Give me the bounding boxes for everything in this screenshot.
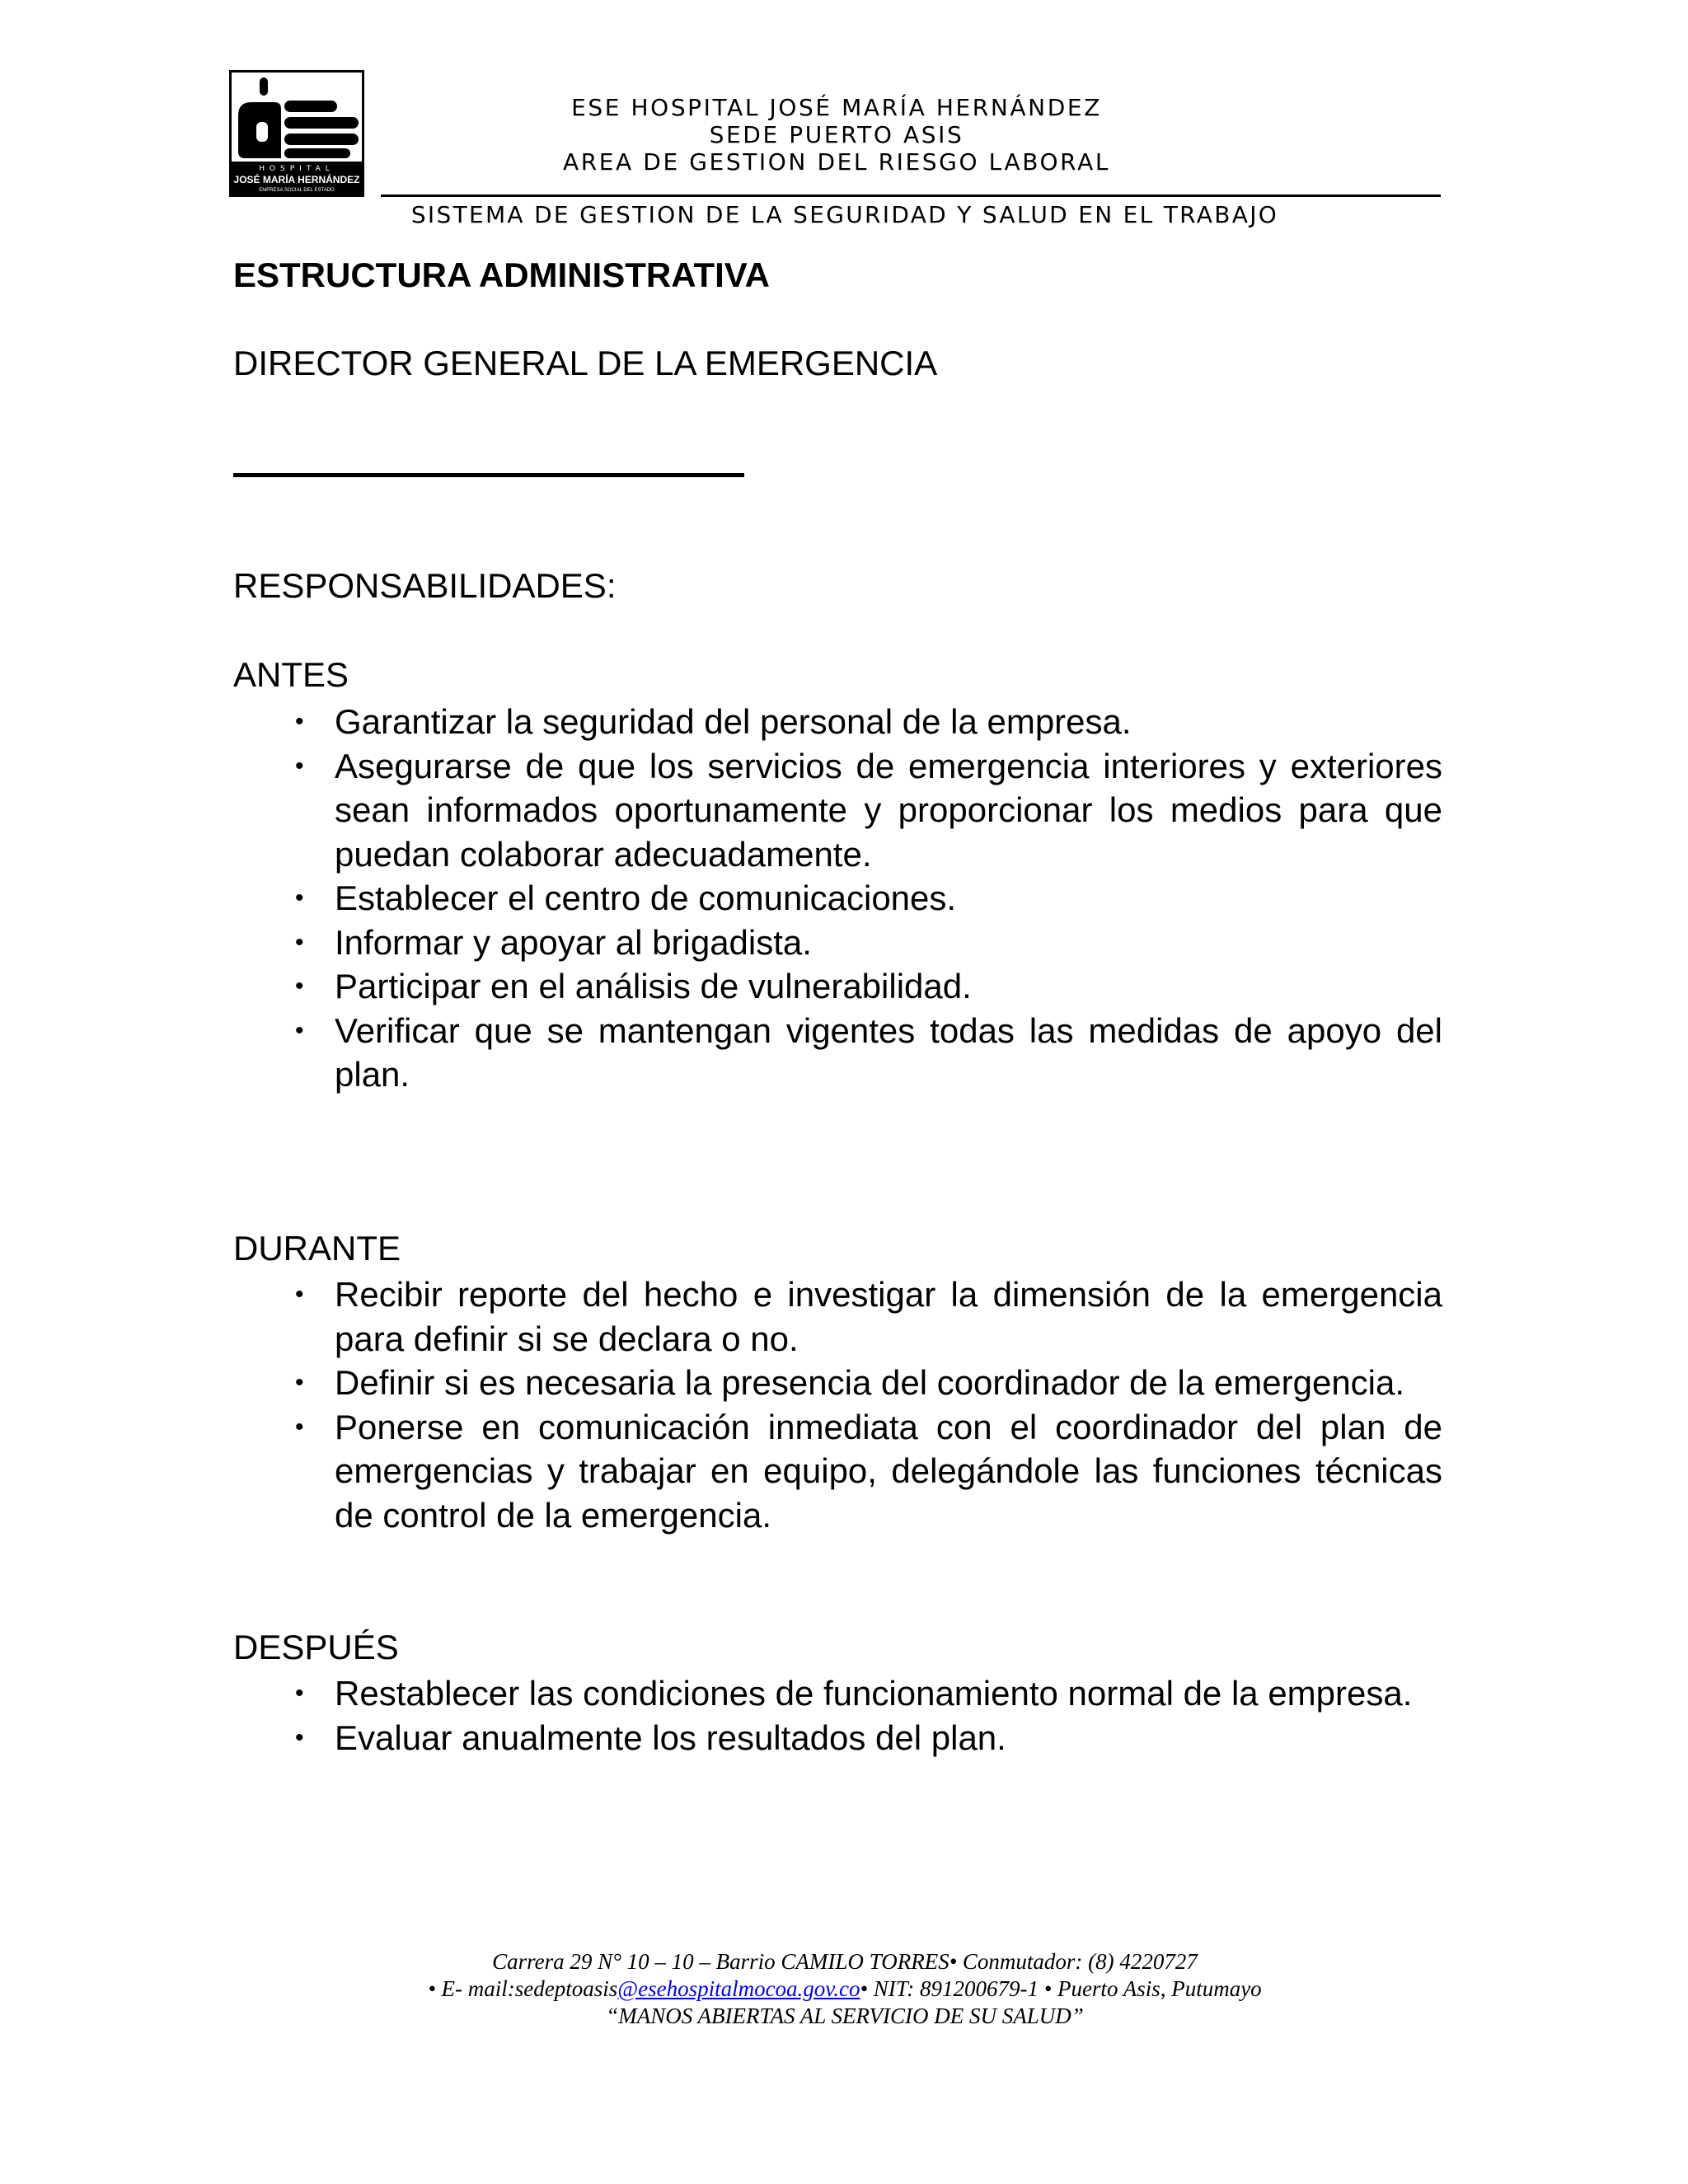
list-item-text: Garantizar la seguridad del personal de la empresa. bbox=[335, 702, 1132, 741]
list-item-text: Definir si es necesaria la presencia del coordinador de la emergencia. bbox=[335, 1363, 1405, 1402]
list-item-text: Establecer el centro de comunicaciones. bbox=[335, 879, 957, 917]
list-item-text: Participar en el análisis de vulnerabilidad. bbox=[335, 967, 972, 1005]
footer-nit: NIT: 891200679-1 bbox=[867, 1976, 1044, 2001]
footer-separator: • bbox=[860, 1976, 868, 2001]
list-item bbox=[233, 700, 1442, 744]
footer-email-link[interactable]: @esehospitalmocoa.gov.co bbox=[617, 1976, 860, 2001]
list-item bbox=[233, 1716, 1442, 1760]
list-item bbox=[233, 1405, 1442, 1538]
footer-separator: • bbox=[949, 1949, 958, 1974]
hospital-logo bbox=[229, 70, 364, 197]
bullet-icon: • bbox=[295, 752, 304, 780]
footer-separator: • bbox=[1043, 1976, 1053, 2001]
document-title: ESTRUCTURA ADMINISTRATIVA bbox=[233, 255, 770, 294]
footer-line-2 bbox=[297, 1975, 1393, 2003]
bullet-icon: • bbox=[295, 1281, 304, 1308]
logo-text-top: HOSPITAL bbox=[259, 165, 335, 173]
page-footer bbox=[297, 1948, 1393, 2030]
header-divider bbox=[381, 194, 1441, 197]
logo-text-name: JOSÉ MARÍA HERNÁNDEZ bbox=[233, 174, 360, 185]
section-antes-heading: ANTES bbox=[233, 655, 349, 694]
list-item-text: Ponerse en comunicación inmediata con el coordinador del plan de emergencias y trabajar en equipo, delegándole las funciones técnicas de control de la emergencia. bbox=[335, 1407, 1442, 1535]
list-item-text: Evaluar anualmente los resultados del plan. bbox=[335, 1718, 1006, 1757]
responsibilities-heading: RESPONSABILIDADES: bbox=[233, 566, 617, 605]
list-item bbox=[233, 921, 1442, 965]
footer-line-1 bbox=[297, 1948, 1393, 1975]
hand-logo-icon bbox=[232, 73, 362, 194]
footer-separator: • bbox=[428, 1976, 436, 2001]
list-item bbox=[233, 876, 1442, 921]
list-item bbox=[233, 1009, 1442, 1097]
footer-email-label: E- mail:sedeptoasis bbox=[435, 1976, 618, 2001]
list-item-text: Asegurarse de que los servicios de emergencia interiores y exteriores sean informados oportunamente y proporcionar los medios para que puedan colaborar adecuadamente. bbox=[335, 746, 1442, 874]
section-durante-heading: DURANTE bbox=[233, 1229, 401, 1268]
section-despues-list bbox=[233, 1671, 1442, 1760]
header-line-1: ESE HOSPITAL JOSÉ MARÍA HERNÁNDEZ bbox=[571, 94, 1102, 121]
list-item bbox=[233, 1272, 1442, 1361]
bullet-icon: • bbox=[295, 1723, 304, 1751]
section-despues-heading: DESPUÉS bbox=[233, 1628, 399, 1666]
footer-motto: “MANOS ABIERTAS AL SERVICIO DE SU SALUD” bbox=[606, 2004, 1084, 2028]
list-item bbox=[233, 1671, 1442, 1716]
list-item-text: Restablecer las condiciones de funcionamiento normal de la empresa. bbox=[335, 1674, 1413, 1713]
list-item bbox=[233, 964, 1442, 1009]
footer-address: Carrera 29 N° 10 – 10 – Barrio CAMILO TORRES bbox=[492, 1949, 950, 1974]
bullet-icon: • bbox=[295, 1016, 304, 1044]
footer-location: Puerto Asis, Putumayo bbox=[1052, 1976, 1262, 2001]
bullet-icon: • bbox=[295, 928, 304, 956]
list-item-text: Verificar que se mantengan vigentes todas las medidas de apoyo del plan. bbox=[335, 1010, 1442, 1094]
list-item bbox=[233, 744, 1442, 877]
bullet-icon: • bbox=[295, 972, 304, 1000]
footer-phone: Conmutador: (8) 4220727 bbox=[957, 1949, 1198, 1974]
header-organization bbox=[412, 94, 1261, 176]
section-durante-list bbox=[233, 1272, 1442, 1537]
bullet-icon: • bbox=[295, 1369, 304, 1396]
header-system-name: SISTEMA DE GESTION DE LA SEGURIDAD Y SALUD EN EL TRABAJO bbox=[410, 201, 1279, 228]
signature-line bbox=[233, 473, 744, 477]
header-line-3: AREA DE GESTION DEL RIESGO LABORAL bbox=[562, 148, 1111, 176]
section-antes-list bbox=[233, 700, 1442, 1097]
bullet-icon: • bbox=[295, 708, 304, 735]
list-item-text: Informar y apoyar al brigadista. bbox=[335, 922, 812, 962]
logo-text-sub: EMPRESA SOCIAL DEL ESTADO bbox=[259, 188, 335, 193]
header-line-2: SEDE PUERTO ASIS bbox=[709, 121, 964, 148]
bullet-icon: • bbox=[295, 1680, 304, 1707]
list-item-text: Recibir reporte del hecho e investigar la dimensión de la emergencia para definir si se declara o no. bbox=[335, 1275, 1442, 1358]
list-item bbox=[233, 1361, 1442, 1405]
bullet-icon: • bbox=[295, 1413, 304, 1441]
director-heading: DIRECTOR GENERAL DE LA EMERGENCIA bbox=[233, 344, 938, 382]
bullet-icon: • bbox=[295, 884, 304, 912]
